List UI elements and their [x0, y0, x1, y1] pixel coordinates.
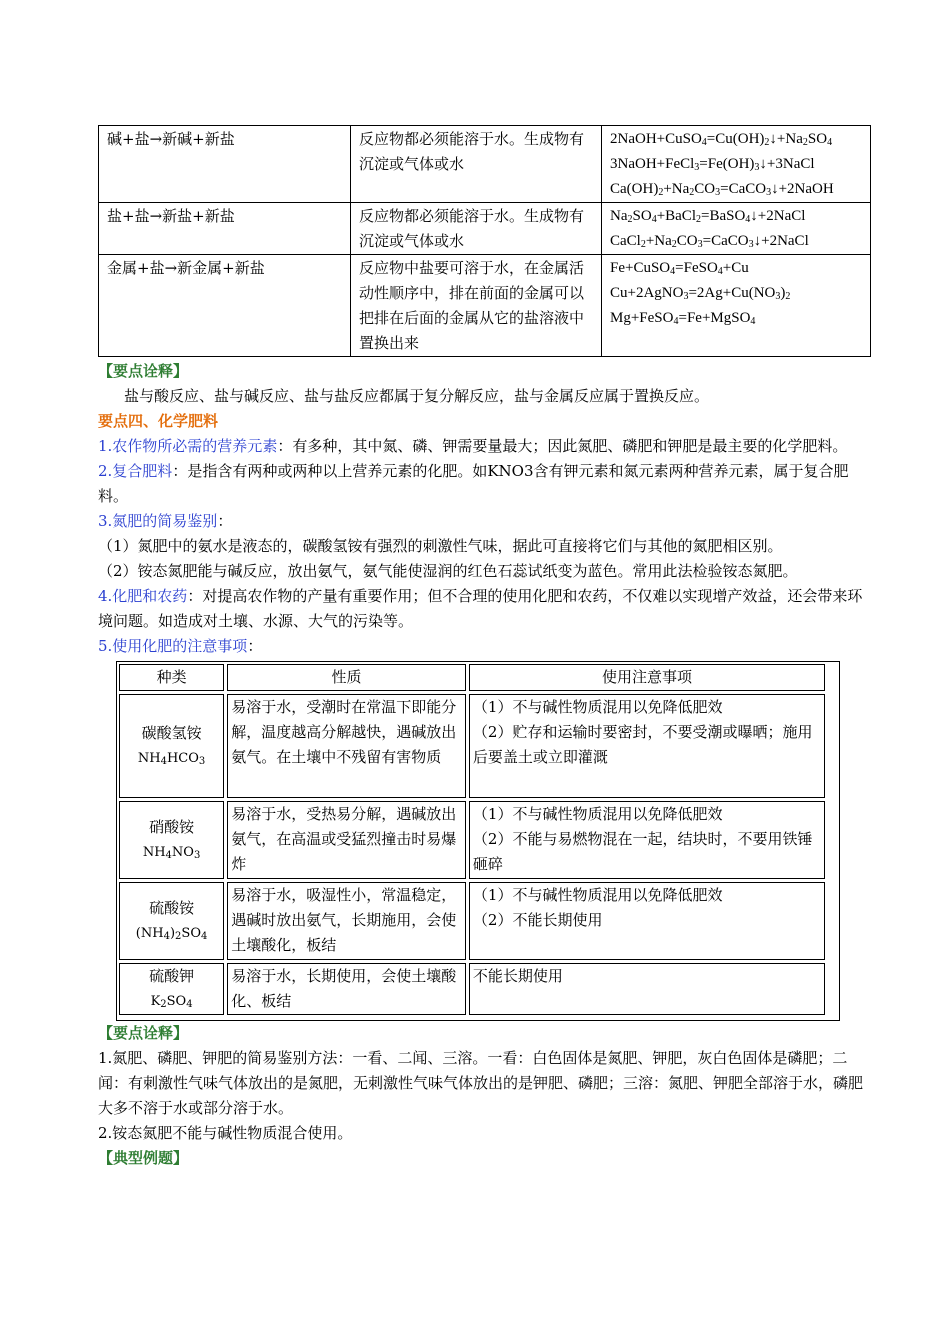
- reaction-equations: [602, 203, 871, 255]
- fertilizer-notes: [469, 882, 825, 960]
- note-line: （2）不能长期使用: [472, 911, 603, 929]
- equation: $Ca(OH)_2+Na_2CO_3=CaCO_3↓+2NaOH$: [610, 181, 834, 198]
- point-label: 4.化肥和农药: [98, 587, 188, 605]
- point-2: [98, 459, 873, 509]
- reaction-condition: 反应物都必须能溶于水。生成物有沉淀或气体或水: [351, 203, 602, 255]
- point-5: [98, 634, 873, 659]
- point-label: 5.使用化肥的注意事项: [98, 637, 248, 655]
- fertilizer-name-cell: [119, 963, 224, 1015]
- point-4: [98, 584, 873, 634]
- fertilizer-notes: [469, 963, 825, 1015]
- point-text: ：是指含有两种或两种以上营养元素的化肥。如KNO3含有钾元素和氮元素两种营养元素，属于复合肥料。: [98, 462, 849, 505]
- page-content: [98, 125, 873, 1171]
- reaction-table: [98, 125, 871, 357]
- table-row: [119, 801, 825, 879]
- fertilizer-name: 碳酸氢铵: [141, 724, 202, 742]
- table-row: [99, 203, 871, 255]
- table-row: [119, 694, 825, 798]
- equation: Fe+CuSO$_4$=FeSO$_4$+Cu: [610, 260, 749, 277]
- equation: $Na_2SO_4+BaCl_2=BaSO_4↓+2NaCl$: [610, 208, 806, 225]
- reaction-type: 碱+盐→新碱+新盐: [99, 126, 351, 203]
- fertilizer-notes: [469, 694, 825, 798]
- fertilizer-name: 硝酸铵: [149, 818, 195, 836]
- equation: $Cu+2AgNO_3=2Ag+Cu(NO_3)_2$: [610, 285, 791, 302]
- fertilizer-name-cell: [119, 801, 224, 879]
- column-header: 性质: [227, 664, 466, 691]
- fertilizer-name: 硫酸钾: [149, 967, 195, 985]
- fertilizer-formula: $(NH_4)_2SO_4$: [135, 926, 208, 942]
- fertilizer-table: [116, 661, 828, 1018]
- equation: $3NaOH+FeCl_3=Fe(OH)_3↓+3NaCl$: [610, 156, 815, 173]
- fertilizer-property: 易溶于水，受热易分解，遇碱放出氨气，在高温或受猛烈撞击时易爆炸: [227, 801, 466, 879]
- note-line: （1）不与碱性物质混用以免降低肥效: [472, 886, 723, 904]
- point-3-sub-2: （2）铵态氮肥能与碱反应，放出氨气，氨气能使湿润的红色石蕊试纸变为蓝色。常用此法检验铵态氮肥。: [98, 562, 798, 580]
- point-label: 2.复合肥料: [98, 462, 173, 480]
- note-line: 不能长期使用: [472, 967, 563, 985]
- column-header: 种类: [119, 664, 224, 691]
- point-text: ：对提高农作物的产量有重要作用；但不合理的使用化肥和农药，不仅难以实现增产效益，还会带来环境问题。如造成对土壤、水源、大气的污染等。: [98, 587, 863, 630]
- fertilizer-property: 易溶于水，受潮时在常温下即能分解，温度越高分解越快，遇碱放出氨气。在土壤中不残留有害物质: [227, 694, 466, 798]
- note-heading: 【要点诠释】: [98, 362, 189, 380]
- reaction-condition: 反应物都必须能溶于水。生成物有沉淀或气体或水: [351, 126, 602, 203]
- equation: $CaCl_2+Na_2CO_3=CaCO_3↓+2NaCl$: [610, 233, 809, 250]
- point-text: ：有多种，其中氮、磷、钾需要量最大；因此氮肥、磷肥和钾肥是最主要的化学肥料。: [277, 437, 848, 455]
- fertilizer-table-frame: [116, 661, 840, 1021]
- point-label: 1.农作物所必需的营养元素: [98, 437, 278, 455]
- note-item: 1.氮肥、磷肥、钾肥的简易鉴别方法：一看、二闻、三溶。一看：白色固体是氮肥、钾肥，灰白色固体是磷肥；二闻：有刺激性气味气体放出的是氮肥，无刺激性气味气体放出的是钾肥、磷肥；三溶：氮肥、钾肥全部溶于水，磷肥大多不溶于水或部分溶于水。: [98, 1049, 864, 1117]
- note-line: （2）不能与易燃物混在一起，结块时，不要用铁锤砸碎: [472, 830, 813, 873]
- note-heading: 【要点诠释】: [98, 1024, 189, 1042]
- note-line: （1）不与碱性物质混用以免降低肥效: [472, 698, 723, 716]
- note-item: 2.铵态氮肥不能与碱性物质混合使用。: [98, 1124, 353, 1142]
- fertilizer-notes: [469, 801, 825, 879]
- fertilizer-property: 易溶于水，吸湿性小，常温稳定，遇碱时放出氨气，长期施用，会使土壤酸化，板结: [227, 882, 466, 960]
- fertilizer-formula: $NH_4NO_3$: [142, 845, 201, 861]
- reaction-type: 盐+盐→新盐+新盐: [99, 203, 351, 255]
- table-row: [119, 882, 825, 960]
- examples-heading: 【典型例题】: [98, 1149, 189, 1167]
- section-heading: 要点四、化学肥料: [98, 412, 219, 430]
- fertilizer-name-cell: [119, 694, 224, 798]
- reaction-equations: [602, 255, 871, 357]
- reaction-equations: [602, 126, 871, 203]
- point-text: ：: [217, 512, 233, 530]
- fertilizer-name-cell: [119, 882, 224, 960]
- point-label: 3.氮肥的简易鉴别: [98, 512, 218, 530]
- fertilizer-property: 易溶于水，长期使用，会使土壤酸化、板结: [227, 963, 466, 1015]
- note-text: 盐与酸反应、盐与碱反应、盐与盐反应都属于复分解反应，盐与金属反应属于置换反应。: [124, 387, 710, 405]
- table-row: [99, 255, 871, 357]
- point-3-sub-1: （1）氮肥中的氨水是液态的，碳酸氢铵有强烈的刺激性气味，据此可直接将它们与其他的氮肥相区别。: [98, 537, 783, 555]
- equation: $2NaOH+CuSO_4=Cu(OH)_2↓+Na_2SO_4$: [610, 131, 833, 148]
- point-text: ：: [247, 637, 263, 655]
- note-line: （2）贮存和运输时要密封，不要受潮或曝晒；施用后要盖土或立即灌溉: [472, 723, 813, 766]
- reaction-type: 金属+盐→新金属+新盐: [99, 255, 351, 357]
- point-3: [98, 509, 873, 534]
- point-1: [98, 434, 873, 459]
- fertilizer-formula: $NH_4HCO_3$: [137, 751, 206, 767]
- fertilizer-name: 硫酸铵: [149, 899, 195, 917]
- note-line: （1）不与碱性物质混用以免降低肥效: [472, 805, 723, 823]
- table-header-row: [119, 664, 825, 691]
- table-row: [99, 126, 871, 203]
- column-header: 使用注意事项: [469, 664, 825, 691]
- equation: Mg+FeSO$_4$=Fe+MgSO$_4$: [610, 310, 756, 327]
- table-row: [119, 963, 825, 1015]
- reaction-condition: 反应物中盐要可溶于水，在金属活动性顺序中，排在前面的金属可以把排在后面的金属从它的盐溶液中置换出来: [351, 255, 602, 357]
- fertilizer-formula: $K_2SO_4$: [150, 994, 193, 1010]
